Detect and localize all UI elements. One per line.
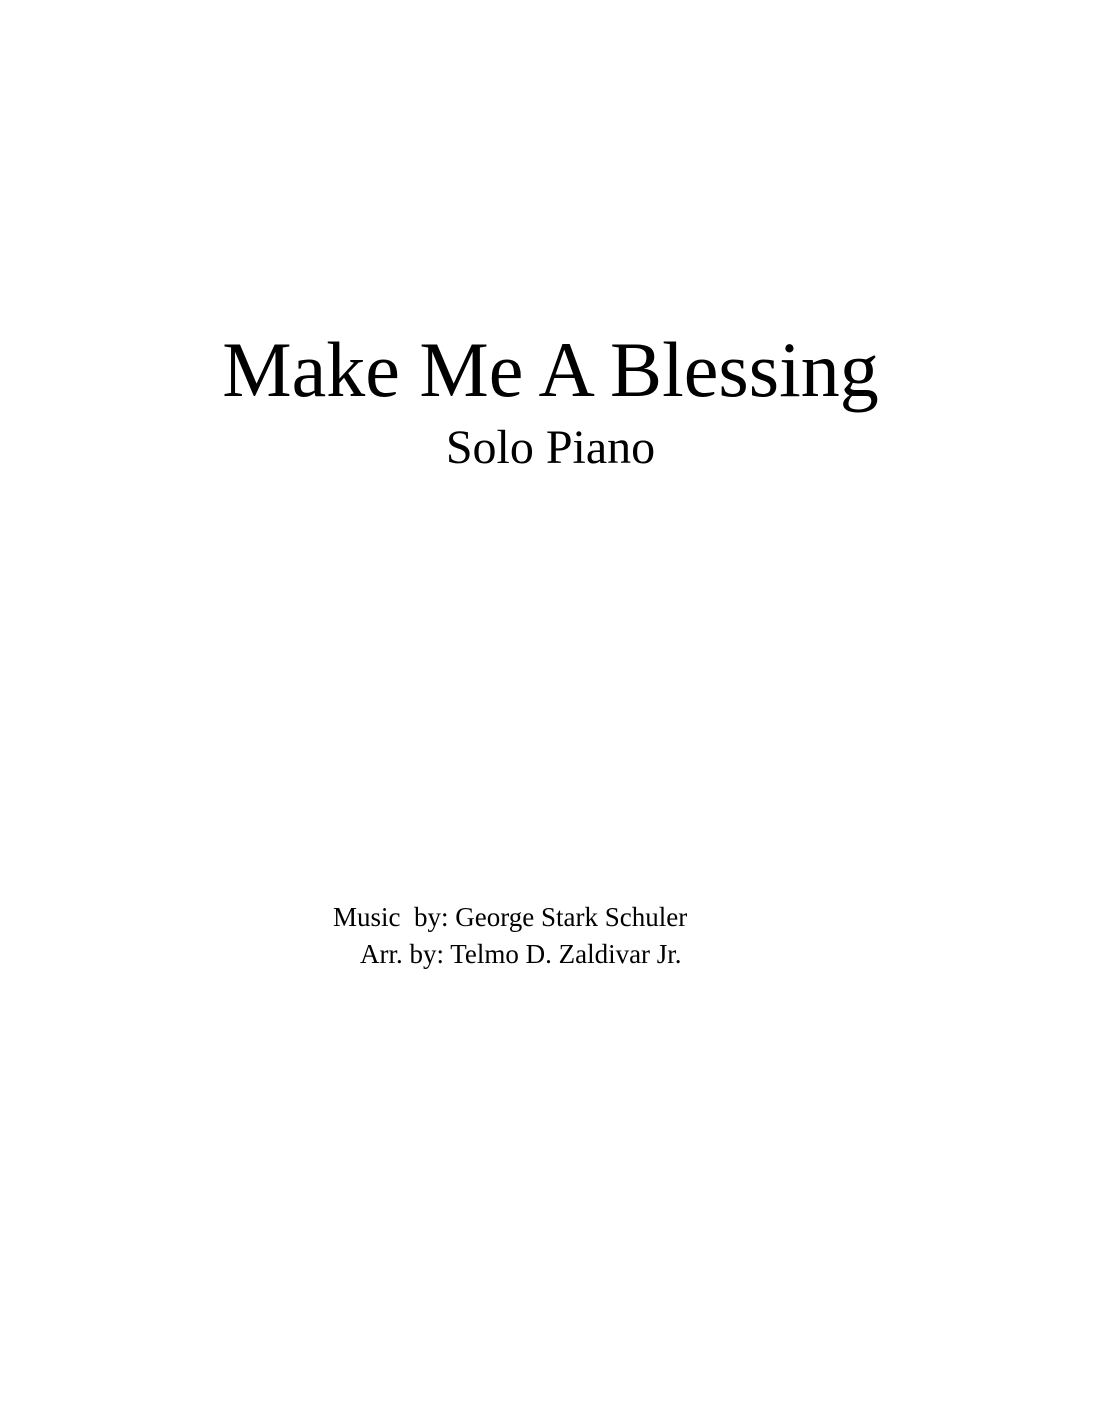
page-subtitle: Solo Piano <box>445 421 656 474</box>
page-title: Make Me A Blessing <box>222 326 879 413</box>
arranger-credit: Arr. by: Telmo D. Zaldivar Jr. <box>360 939 682 969</box>
composer-credit: Music by: George Stark Schuler <box>333 902 688 932</box>
